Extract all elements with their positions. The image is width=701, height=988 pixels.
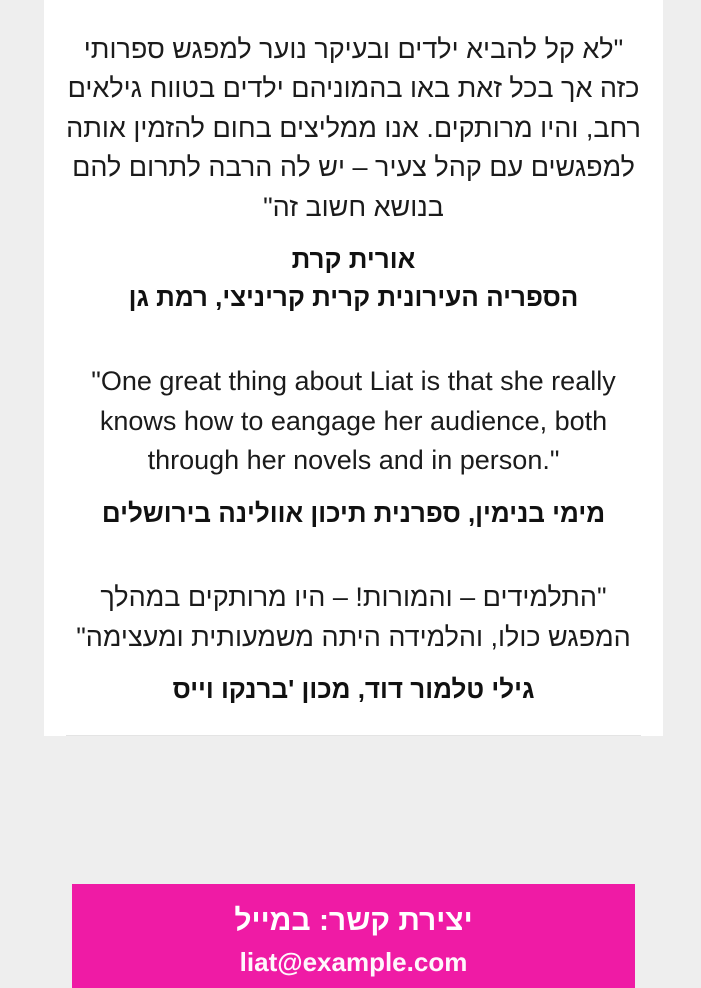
right-margin: [663, 0, 701, 960]
spacer: [66, 316, 641, 362]
contact-cta-label: יצירת קשר: במייל: [234, 904, 473, 937]
testimonial-quote: "לא קל להביא ילדים ובעיקר נוער למפגש ספרותי כזה אך בכל זאת באו בהמוניהם ילדים בטווח גילאים רחב, והיו מרותקים. אנו ממליצים בחום להזמין אותה למפגשים עם קהל צעיר – יש לה הרבה לתרום להם בנושא חשוב זה": [66, 34, 641, 222]
testimonial-quote: "One great thing about Liat is that she really knows how to eangage her audience, both through her novels and in person.": [91, 366, 616, 476]
testimonial-quote: "התלמידים – והמורות! – היו מרותקים במהלך המפגש כולו, והלמידה היתה משמעותית ומעצימה": [76, 582, 631, 652]
testimonial-3: [66, 578, 641, 709]
testimonials-card-inner: [66, 30, 641, 736]
spacer: [66, 227, 641, 241]
spacer: [66, 657, 641, 671]
contact-cta-button[interactable]: [72, 884, 635, 988]
contact-cta-sub-label: liat@example.com: [239, 946, 468, 977]
testimonial-affiliation: הספריה העירונית קרית קריניצי, רמת גן: [128, 281, 579, 312]
left-margin: [0, 0, 44, 960]
testimonial-1: [66, 30, 641, 316]
testimonial-author: גילי טלמור דוד, מכון 'ברנקו וייס: [172, 674, 535, 705]
contact-cta-wrap: [72, 884, 635, 988]
testimonial-2: [66, 362, 641, 532]
spacer: [66, 481, 641, 495]
testimonial-author: אורית קרת: [291, 244, 416, 275]
testimonials-card: [44, 0, 663, 736]
testimonial-author: מימי בנימין, ספרנית תיכון אוולינה בירושלים: [101, 497, 606, 528]
spacer: [66, 532, 641, 578]
